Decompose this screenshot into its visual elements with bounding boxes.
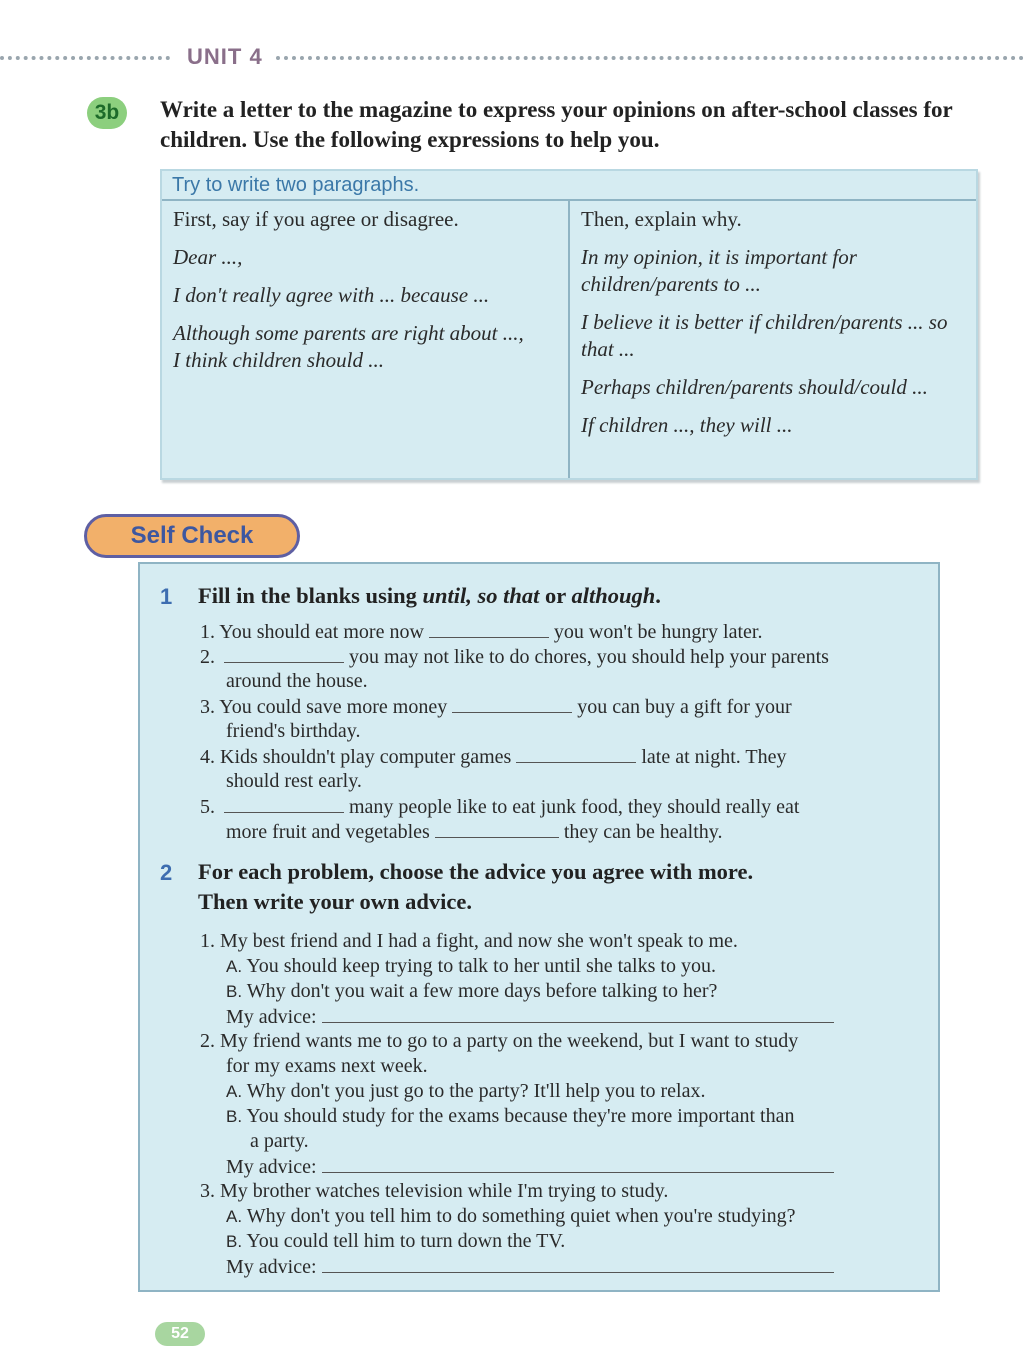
advice-answer-line[interactable] (322, 1004, 834, 1023)
advice-option-b (226, 1104, 794, 1129)
problem-item (200, 929, 738, 954)
q1-keyword-so-that: so that (477, 583, 540, 608)
q1-title-text: Fill in the blanks using (198, 583, 423, 608)
question-1-title (198, 581, 661, 611)
expressions-box-header (162, 171, 976, 201)
answer-blank[interactable] (429, 619, 549, 638)
item-number: 4. (200, 746, 215, 768)
option-label: A. (226, 957, 243, 976)
question-number: 2 (160, 860, 173, 885)
q1-title-text: . (655, 583, 661, 608)
q1-title-text: or (539, 583, 572, 608)
exercise-item (200, 644, 829, 670)
my-advice-label: My advice: (226, 1006, 317, 1028)
my-advice-label: My advice: (226, 1156, 317, 1178)
q1-keyword-until: until, (422, 583, 472, 608)
option-label: A. (226, 1207, 243, 1226)
option-label: A. (226, 1082, 243, 1101)
right-phrase: If children ..., they will ... (581, 413, 793, 437)
item-text: You could save more money (219, 696, 448, 718)
advice-answer-line[interactable] (322, 1254, 834, 1273)
column-divider (568, 200, 570, 478)
expressions-left-column (173, 206, 563, 385)
item-text: late at night. They (641, 746, 787, 768)
item-text: many people like to eat junk food, they should really eat (349, 796, 800, 818)
item-text: more fruit and vegetables (226, 821, 430, 843)
exercise-item (200, 744, 787, 770)
left-phrase: Dear ..., (173, 245, 243, 269)
option-text: You should study for the exams because they're more important than (246, 1105, 795, 1127)
question-2-title: For each problem, choose the advice you agree with more. (198, 859, 754, 884)
answer-blank[interactable] (224, 644, 344, 663)
option-label: B. (226, 1107, 243, 1126)
problem-text: My brother watches television while I'm trying to study. (220, 1180, 669, 1202)
answer-blank[interactable] (224, 794, 344, 813)
advice-option-a (226, 954, 716, 979)
advice-answer-line[interactable] (322, 1154, 834, 1173)
task-instruction: Write a letter to the magazine to express your opinions on after-school classes for children. Use the following expressions to help you. (160, 97, 953, 152)
item-text: Kids shouldn't play computer games (220, 746, 512, 768)
problem-item (200, 1179, 668, 1204)
advice-option-b (226, 979, 717, 1004)
header-dotted-rule-left (0, 56, 170, 60)
item-number: 1. (200, 930, 215, 952)
item-continuation (226, 819, 722, 845)
expressions-box-header-text: Try to write two paragraphs. (172, 174, 420, 196)
expressions-right-column (581, 206, 971, 450)
advice-option-a (226, 1204, 796, 1229)
right-phrase: I believe it is better if children/parents ... so that ... (581, 310, 948, 361)
item-number: 1. (200, 621, 215, 643)
item-continuation: friend's birthday. (226, 720, 361, 742)
option-text: You could tell him to turn down the TV. (246, 1230, 566, 1252)
answer-blank[interactable] (452, 694, 572, 713)
answer-blank[interactable] (516, 744, 636, 763)
unit-label: UNIT 4 (187, 44, 263, 69)
exercise-item (200, 794, 799, 820)
left-column-title: First, say if you agree or disagree. (173, 207, 459, 231)
header-dotted-rule-right (276, 56, 1024, 60)
problem-text: My best friend and I had a fight, and now she won't speak to me. (220, 930, 738, 952)
advice-option-a (226, 1079, 706, 1104)
my-advice-row (226, 1004, 834, 1030)
task-badge: 3b (87, 97, 127, 129)
self-check-box (138, 562, 940, 1292)
exercise-item (200, 694, 792, 720)
option-label: B. (226, 982, 243, 1001)
left-phrase: I don't really agree with ... because ... (173, 283, 490, 307)
expressions-box (160, 169, 978, 480)
item-text: You should eat more now (219, 621, 424, 643)
my-advice-row (226, 1154, 834, 1180)
my-advice-label: My advice: (226, 1256, 317, 1278)
item-number: 2. (200, 1030, 215, 1052)
question-2-title-line2: Then write your own advice. (198, 889, 472, 914)
item-continuation: around the house. (226, 670, 368, 692)
right-phrase: Perhaps children/parents should/could ... (581, 375, 928, 399)
left-phrase: Although some parents are right about ..., I think children should ... (173, 321, 524, 372)
option-text: Why don't you tell him to do something quiet when you're studying? (246, 1205, 796, 1227)
exercise-item (200, 619, 762, 645)
advice-option-b (226, 1229, 565, 1254)
q1-keyword-although: although (571, 583, 656, 608)
item-number: 3. (200, 696, 215, 718)
question-number: 1 (160, 584, 173, 609)
item-continuation: should rest early. (226, 770, 362, 792)
self-check-badge: Self Check (84, 514, 300, 558)
my-advice-row (226, 1254, 834, 1280)
problem-text: My friend wants me to go to a party on the weekend, but I want to study (220, 1030, 799, 1052)
item-number: 3. (200, 1180, 215, 1202)
option-continuation: a party. (250, 1130, 309, 1152)
item-number: 5. (200, 796, 215, 818)
answer-blank[interactable] (435, 819, 559, 838)
right-phrase: In my opinion, it is important for children/parents to ... (581, 245, 857, 296)
problem-item (200, 1029, 798, 1054)
item-number: 2. (200, 646, 215, 668)
item-text: you may not like to do chores, you should help your parents (349, 646, 829, 668)
right-column-title: Then, explain why. (581, 207, 742, 231)
item-text: they can be healthy. (563, 821, 723, 843)
option-label: B. (226, 1232, 243, 1251)
option-text: You should keep trying to talk to her until she talks to you. (246, 955, 716, 977)
option-text: Why don't you wait a few more days before talking to her? (246, 980, 718, 1002)
problem-continuation: for my exams next week. (226, 1055, 428, 1077)
page-number: 52 (155, 1322, 205, 1346)
item-text: you won't be hungry later. (553, 621, 763, 643)
item-text: you can buy a gift for your (577, 696, 792, 718)
option-text: Why don't you just go to the party? It'll help you to relax. (246, 1080, 706, 1102)
